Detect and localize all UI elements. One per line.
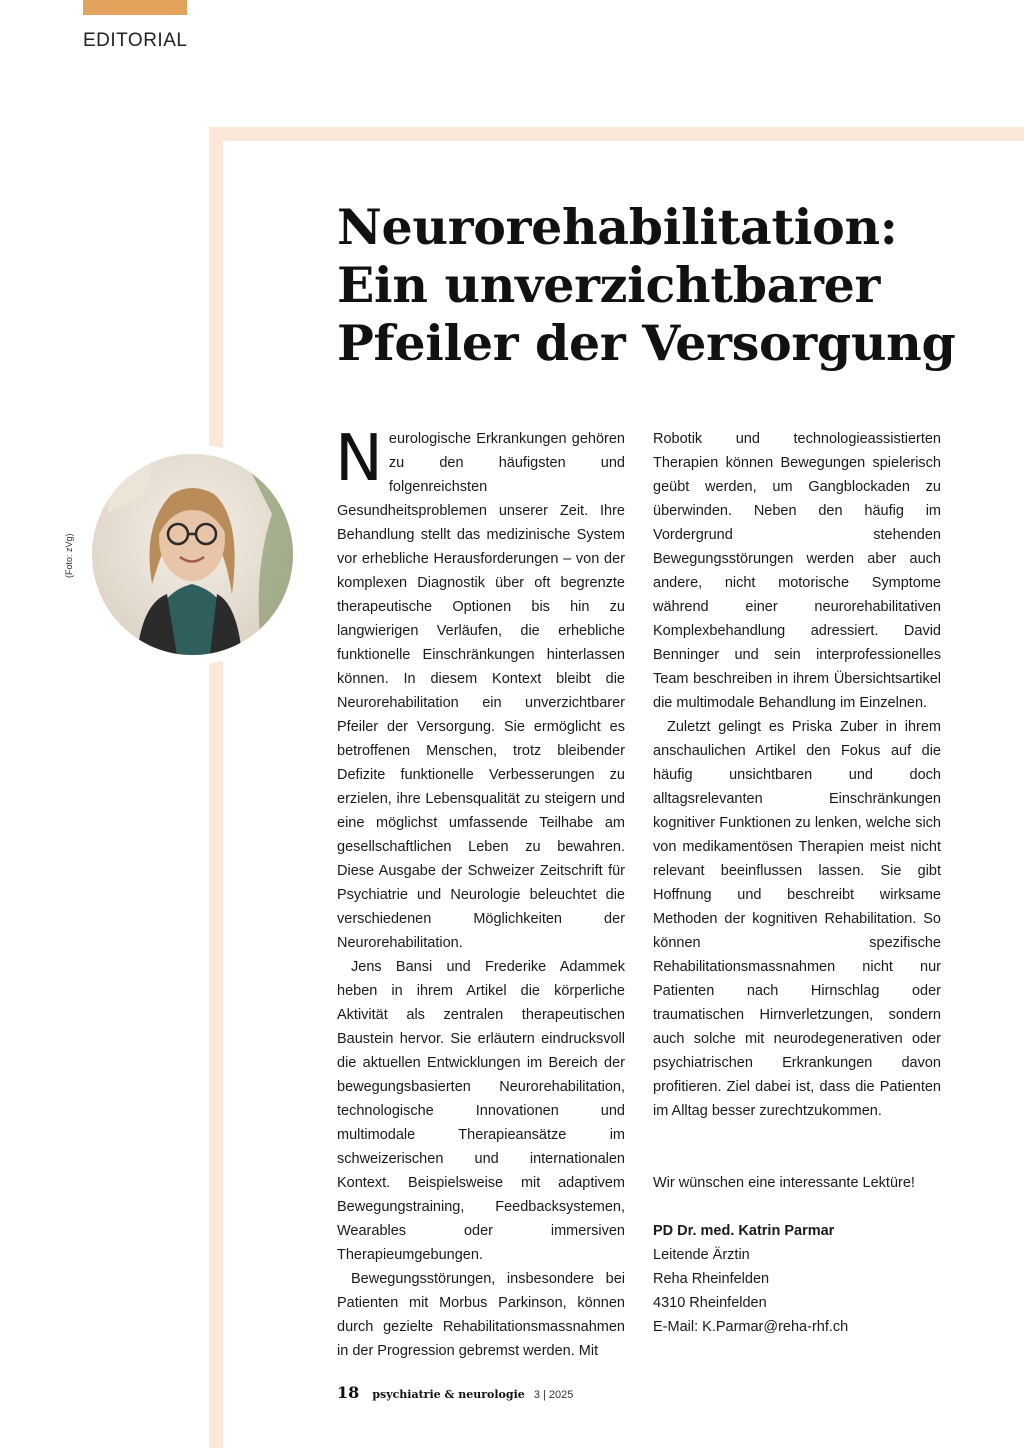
portrait-image — [92, 454, 293, 655]
column-right — [653, 427, 941, 1339]
paragraph-bansi: Jens Bansi und Frederike Adammek heben in ihrem Artikel die körperliche Aktivität als zentralen therapeutischen Baustein hervor. Sie erläutern eindrucksvoll die aktuellen Entwicklungen im Bereich der bewegungsbasierten Neurorehabilitation, technologische Innovationen und multimodale Therapieansätze im schweizerischen und internationalen Kontext. Beispielsweise mit adaptivem Bewegungstraining, Feedbacksystemen, Wearables oder immersiven Therapieumgebungen. — [337, 959, 625, 1263]
paragraph-robotics: Robotik und technologieassistierten Therapien können Bewegungen spielerisch geübt werden, um Gangblockaden zu überwinden. Neben den häufig im Vordergrund stehenden Bewegungsstörungen werden aber auch andere, nicht motorische Symptome während einer neurorehabilitativen Komplexbehandlung adressiert. David Benninger und sein interprofessionelles Team beschreiben in ihrem Übersichtsartikel die multimodale Behandlung im Einzelnen. — [653, 431, 941, 711]
title-line-2: Ein unverzichtbarer — [337, 256, 881, 314]
spacer — [653, 1195, 941, 1219]
paragraph-intro — [335, 422, 625, 955]
article-title — [337, 198, 997, 372]
drop-cap: N — [335, 422, 383, 496]
author-city: 4310 Rheinfelden — [653, 1295, 767, 1311]
photo-credit: (Foto: zVg) — [64, 533, 74, 578]
author-portrait — [92, 454, 293, 655]
title-line-3: Pfeiler der Versorgung — [337, 314, 956, 372]
spacer — [653, 1123, 941, 1171]
section-label: EDITORIAL — [83, 30, 188, 51]
paragraph-zuber: Zuletzt gelingt es Priska Zuber in ihrem anschaulichen Artikel den Fokus auf die häufig unsichtbaren und doch alltagsrelevanten Einschränkungen kognitiver Funktionen zu lenken, welche sich von medikamentösen Therapien meist nicht relevant beeinflussen lassen. Sie gibt Hoffnung und beschreibt wirksame Methoden der kognitiven Rehabilitation. So können spezifische Rehabilitationsmassnahmen nicht nur Patienten nach Hirnschlag oder traumatischen Hirnverletzungen, sondern auch solche mit neurodegenerativen oder psychiatrischen Erkrankungen davon profitieren. Ziel dabei ist, dass die Patienten im Alltag besser zurechtzukommen. — [653, 719, 941, 1119]
title-line-1: Neurorehabilitation: — [337, 198, 898, 256]
paragraph-movement-disorders: Bewegungsstörungen, insbesondere bei Patienten mit Morbus Parkinson, können durch gezielte Rehabilitationsmassnahmen in der Progression gebremst werden. Mit — [337, 1271, 625, 1359]
column-left — [335, 422, 625, 1363]
page-footer — [337, 1383, 573, 1402]
journal-name: psychiatrie & neurologie — [372, 1388, 525, 1401]
author-institution: Reha Rheinfelden — [653, 1271, 770, 1287]
author-role: Leitende Ärztin — [653, 1247, 750, 1263]
paragraph-intro-text: eurologische Erkrankungen gehören zu den häufigsten und folgenreichsten Gesundheitsproblemen unserer Zeit. Ihre Behandlung stellt das medizinische System vor erhebliche Herausforderungen – von der komplexen Diagnostik über oft begrenzte therapeutische Optionen bis hin zu langwierigen Verläufen, die erhebliche funktionelle Einschränkungen hinterlassen können. In diesem Kontext bleibt die Neurorehabilitation ein unverzichtbarer Pfeiler der Versorgung. Sie ermöglicht es betroffenen Menschen, trotz bleibender Defizite funktionelle Verbesserungen zu erzielen, ihre Lebensqualität zu steigern und eine möglichst umfassende Teilhabe am gesellschaftlichen Leben zu bewahren. Diese Ausgabe der Schweizer Zeitschrift für Psychiatrie und Neurologie beleuchtet die verschiedenen Möglichkeiten der Neurorehabilitation. — [337, 431, 625, 951]
issue-label: 3 | 2025 — [533, 1389, 574, 1401]
page-number: 18 — [337, 1383, 360, 1402]
frame-left-bar — [209, 127, 223, 1448]
frame-top-bar — [209, 127, 1024, 141]
author-name: PD Dr. med. Katrin Parmar — [653, 1223, 835, 1239]
author-email: E-Mail: K.Parmar@reha-rhf.ch — [653, 1319, 849, 1335]
section-accent-bar — [83, 0, 187, 15]
signature-block — [653, 1219, 941, 1339]
closing-line: Wir wünschen eine interessante Lektüre! — [653, 1175, 915, 1191]
